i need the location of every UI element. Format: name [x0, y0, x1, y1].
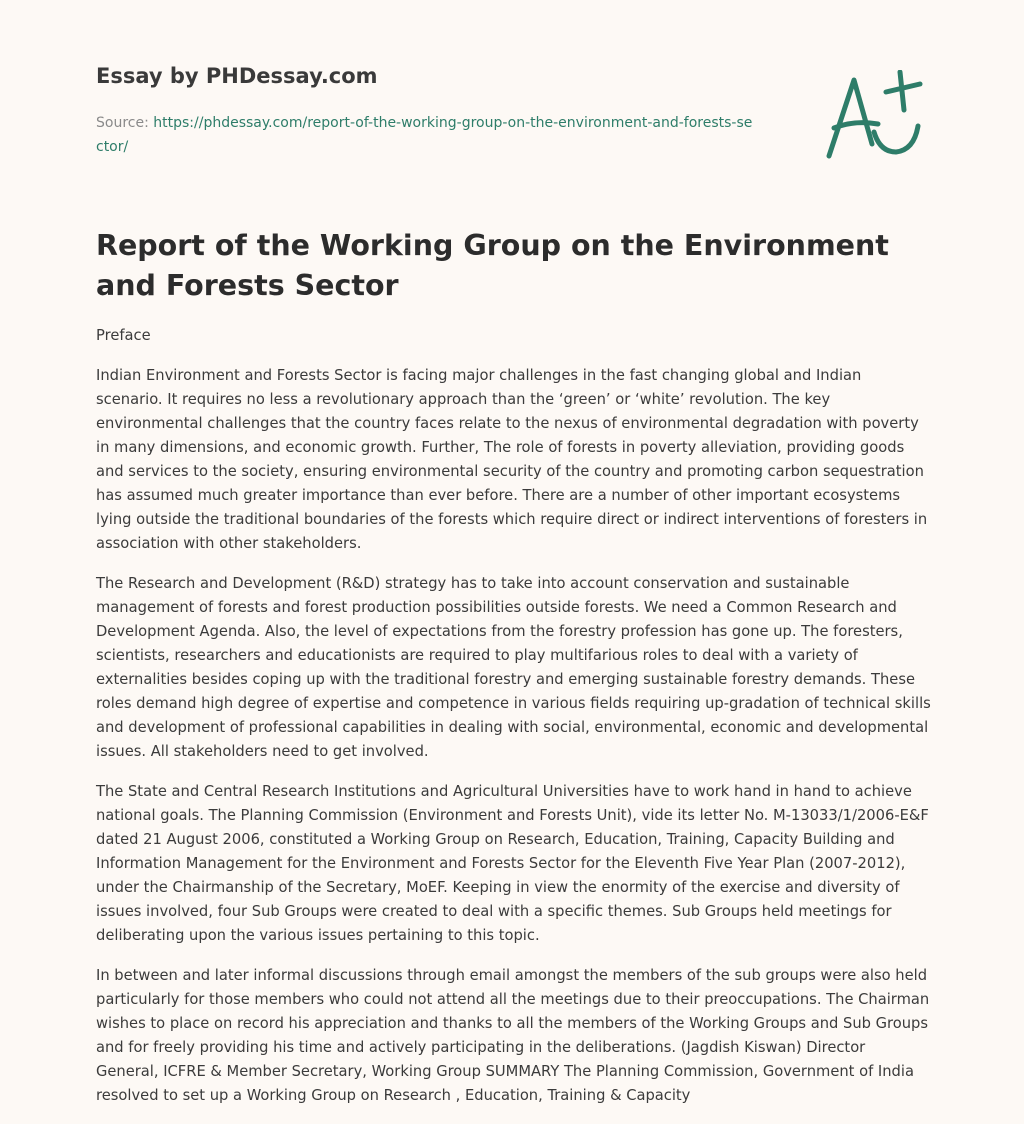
- article-body: [96, 324, 932, 1124]
- a-plus-logo-icon: [820, 70, 930, 162]
- source-line: [96, 111, 756, 159]
- article-title: Report of the Working Group on the Environment and Forests Sector: [96, 229, 889, 302]
- paragraph: Indian Environment and Forests Sector is facing major challenges in the fast changing global and Indian scenario. It requires no less a revolutionary approach than the ‘green’ or ‘white’ revolution. The key environmental challenges that the country faces relate to the nexus of environmental degradation with poverty in many dimensions, and economic growth. Further, The role of forests in poverty alleviation, providing goods and services to the society, ensuring environmental security of the country and promoting carbon sequestration has assumed much greater importance than ever before. There are a number of other important ecosystems lying outside the traditional boundaries of the forests which require direct or indirect interventions of foresters in association with other stakeholders.: [96, 367, 928, 552]
- site-title: Essay by PHDessay.com: [96, 64, 378, 88]
- paragraph: In between and later informal discussions through email amongst the members of the sub groups were also held particularly for those members who could not attend all the meetings due to their preoccupations. The Chairman wishes to place on record his appreciation and thanks to all the members of the Working Groups and Sub Groups and for freely providing his time and actively participating in the deliberations. (Jagdish Kiswan) Director General, ICFRE & Member Secretary, Working Group SUMMARY The Planning Commission, Government of India resolved to set up a Working Group on Research , Education, Training & Capacity: [96, 967, 930, 1104]
- source-label: Source:: [96, 115, 154, 131]
- paragraph: The State and Central Research Institutions and Agricultural Universities have to work hand in hand to achieve national goals. The Planning Commission (Environment and Forests Unit), vide its letter No. M-13033/1/2006-E&F dated 21 August 2006, constituted a Working Group on Research, Education, Training, Capacity Building and Information Management for the Environment and Forests Sector for the Eleventh Five Year Plan (2007-2012), under the Chairmanship of the Secretary, MoEF. Keeping in view the enormity of the exercise and diversity of issues involved, four Sub Groups were created to deal with a specific themes. Sub Groups held meetings for deliberating upon the various issues pertaining to this topic.: [96, 783, 929, 944]
- source-link[interactable]: https://phdessay.com/report-of-the-working-group-on-the-environment-and-forests-sector/: [96, 115, 753, 155]
- preface-heading: Preface: [96, 327, 151, 344]
- paragraph: The Research and Development (R&D) strategy has to take into account conservation and sustainable management of forests and forest production possibilities outside forests. We need a Common Research and Development Agenda. Also, the level of expectations from the forestry profession has gone up. The foresters, scientists, researchers and educationists are required to play multifarious roles to deal with a variety of externalities besides coping up with the traditional forestry and emerging sustainable forestry demands. These roles demand high degree of expertise and competence in various fields requiring up-gradation of technical skills and development of professional capabilities in dealing with social, environmental, economic and developmental issues. All stakeholders need to get involved.: [96, 575, 931, 760]
